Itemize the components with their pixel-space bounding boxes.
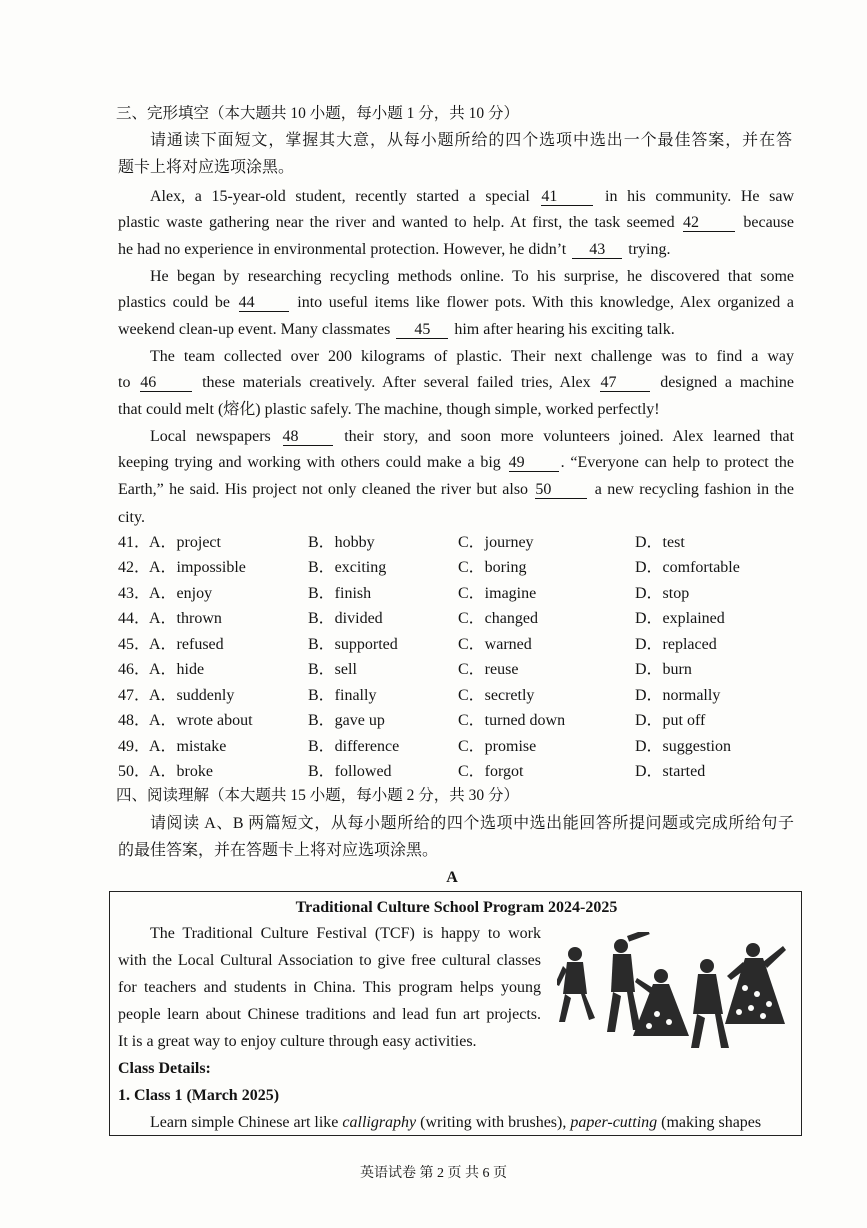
option-row (118, 635, 808, 655)
option-c[interactable]: C．changed (458, 610, 538, 627)
option-a[interactable]: A．suddenly (149, 687, 235, 704)
class-1-heading: 1. Class 1 (March 2025) (118, 1087, 280, 1104)
option-d[interactable]: D．started (635, 763, 706, 780)
question-number: 43． (118, 585, 151, 602)
option-b[interactable]: B．exciting (308, 559, 387, 576)
section3-instruction-cont: 题卡上将对应选项涂黑。 (118, 159, 295, 176)
passage-line: he had no experience in environmental protection. However, he didn’t 43 trying. (118, 241, 671, 258)
option-row (118, 609, 808, 629)
option-d[interactable]: D．put off (635, 712, 706, 729)
box-paragraph-line: people learn about Chinese traditions and lead fun art projects. (118, 1006, 541, 1023)
section3-heading: 三、完形填空（本大题共 10 小题，每小题 1 分，共 10 分） (116, 105, 520, 122)
box-paragraph-line: with the Local Cultural Association to give free cultural classes (118, 952, 541, 969)
option-c[interactable]: C．imagine (458, 585, 537, 602)
option-c[interactable]: C．boring (458, 559, 527, 576)
passage-line: plastics could be 44 into useful items like flower pots. With this knowledge, Alex organized a (118, 294, 795, 311)
option-row (118, 584, 808, 604)
program-title: Traditional Culture School Program 2024-2025 (295, 899, 618, 916)
option-a[interactable]: A．wrote about (149, 712, 253, 729)
question-number: 41． (118, 534, 151, 551)
option-a[interactable]: A．mistake (149, 738, 227, 755)
option-b[interactable]: B．supported (308, 636, 398, 653)
option-a[interactable]: A．enjoy (149, 585, 213, 602)
dancers-illustration (557, 932, 797, 1057)
option-d[interactable]: D．normally (635, 687, 721, 704)
box-paragraph-line: The Traditional Culture Festival (TCF) is happy to work (150, 925, 541, 942)
section4-heading: 四、阅读理解（本大题共 15 小题，每小题 2 分，共 30 分） (116, 787, 520, 804)
option-b[interactable]: B．gave up (308, 712, 385, 729)
passage-line: that could melt (熔化) plastic safely. The machine, though simple, worked perfectly! (118, 401, 660, 418)
option-c[interactable]: C．forgot (458, 763, 524, 780)
passage-line: city. (118, 509, 145, 526)
question-number: 50． (118, 763, 151, 780)
blank-46: 46 (140, 375, 192, 392)
blank-45: 45 (396, 322, 448, 339)
option-d[interactable]: D．burn (635, 661, 692, 678)
option-a[interactable]: A．hide (149, 661, 205, 678)
option-row (118, 558, 808, 578)
blank-50: 50 (535, 482, 587, 499)
section3-instruction: 请通读下面短文，掌握其大意，从每小题所给的四个选项中选出一个最佳答案，并在答 (150, 132, 792, 149)
option-b[interactable]: B．followed (308, 763, 392, 780)
section4-instruction: 请阅读 A、B 两篇短文，从每小题所给的四个选项中选出能回答所提问题或完成所给句子 (150, 815, 794, 832)
option-row (118, 711, 808, 731)
option-b[interactable]: B．finally (308, 687, 377, 704)
option-b[interactable]: B．sell (308, 661, 357, 678)
option-row (118, 686, 808, 706)
option-a[interactable]: A．refused (149, 636, 224, 653)
option-d[interactable]: D．replaced (635, 636, 717, 653)
question-number: 47． (118, 687, 151, 704)
blank-47: 47 (600, 375, 650, 392)
option-row (118, 762, 808, 782)
option-b[interactable]: B．hobby (308, 534, 375, 551)
option-row (118, 533, 808, 553)
option-b[interactable]: B．difference (308, 738, 400, 755)
blank-44: 44 (239, 295, 289, 312)
page-footer: 英语试卷 第 2 页 共 6 页 (360, 1166, 507, 1181)
option-d[interactable]: D．explained (635, 610, 725, 627)
passage-line: keeping trying and working with others could make a big 49 . “Everyone can help to protect the (118, 454, 795, 471)
option-c[interactable]: C．secretly (458, 687, 535, 704)
blank-49: 49 (509, 455, 559, 472)
question-number: 42． (118, 559, 151, 576)
passage-line: to 46 these materials creatively. After several failed tries, Alex 47 designed a machine (118, 374, 795, 391)
passage-line: The team collected over 200 kilograms of plastic. Their next challenge was to find a way (150, 348, 794, 365)
passage-line: plastic waste gathering near the river and wanted to help. At first, the task seemed 42 because (118, 214, 794, 231)
question-number: 44． (118, 610, 151, 627)
option-d[interactable]: D．stop (635, 585, 690, 602)
passage-line: Earth,” he said. His project not only cleaned the river but also 50 a new recycling fashion in the (118, 481, 795, 498)
blank-41: 41 (541, 189, 593, 206)
option-a[interactable]: A．broke (149, 763, 213, 780)
question-number: 45． (118, 636, 151, 653)
passage-line: Alex, a 15-year-old student, recently started a special 41 in his community. He saw (150, 188, 795, 205)
box-paragraph-line: for teachers and students in China. This program helps young (118, 979, 541, 996)
passage-line: He began by researching recycling methods online. To his surprise, he discovered that some (150, 268, 794, 285)
passage-a-box (109, 891, 802, 1136)
option-row (118, 660, 808, 680)
option-d[interactable]: D．comfortable (635, 559, 740, 576)
option-row (118, 737, 808, 757)
option-c[interactable]: C．turned down (458, 712, 566, 729)
option-c[interactable]: C．reuse (458, 661, 519, 678)
class-details-heading: Class Details: (118, 1060, 211, 1077)
option-d[interactable]: D．suggestion (635, 738, 732, 755)
blank-43: 43 (572, 242, 622, 259)
option-a[interactable]: A．project (149, 534, 221, 551)
option-d[interactable]: D．test (635, 534, 685, 551)
question-number: 49． (118, 738, 151, 755)
option-c[interactable]: C．promise (458, 738, 537, 755)
passage-label: A (446, 869, 458, 886)
box-paragraph-line: It is a great way to enjoy culture through easy activities. (118, 1033, 477, 1050)
option-b[interactable]: B．finish (308, 585, 372, 602)
question-number: 46． (118, 661, 151, 678)
blank-42: 42 (683, 215, 735, 232)
class-1-description: Learn simple Chinese art like calligraphy (writing with brushes), paper-cutting (making shapes (150, 1114, 762, 1131)
option-b[interactable]: B．divided (308, 610, 383, 627)
passage-line: weekend clean-up event. Many classmates 45 him after hearing his exciting talk. (118, 321, 675, 338)
passage-line: Local newspapers 48 their story, and soon more volunteers joined. Alex learned that (150, 428, 795, 445)
question-number: 48． (118, 712, 151, 729)
blank-48: 48 (283, 429, 333, 446)
option-a[interactable]: A．thrown (149, 610, 222, 627)
option-c[interactable]: C．journey (458, 534, 534, 551)
option-a[interactable]: A．impossible (149, 559, 246, 576)
option-c[interactable]: C．warned (458, 636, 532, 653)
section4-instruction-cont: 的最佳答案，并在答题卡上将对应选项涂黑。 (118, 842, 439, 859)
